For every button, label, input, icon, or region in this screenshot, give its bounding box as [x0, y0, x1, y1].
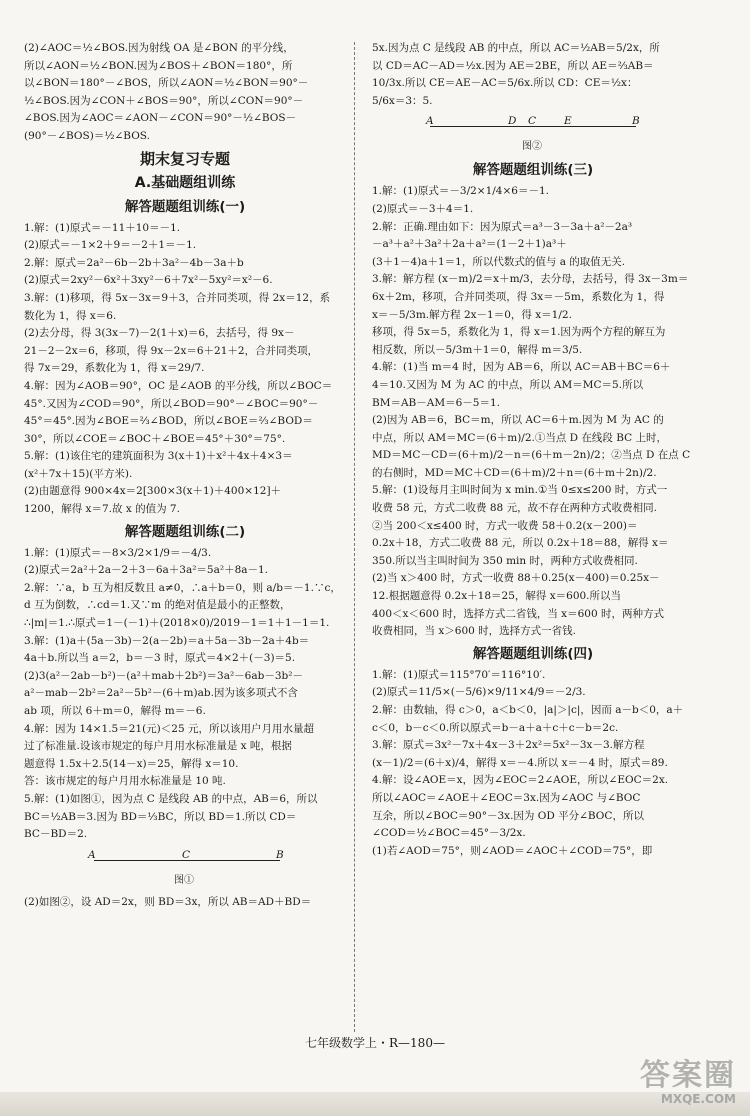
column-divider [354, 42, 355, 1032]
text-line: 1.解：(1)原式＝－3/2×1/4×6＝－1. [372, 185, 549, 198]
figure-caption: 图① [174, 874, 194, 886]
text-line: 4.解：因为∠AOB＝90°，OC 是∠AOB 的平分线，所以∠BOC＝ [24, 379, 333, 392]
text-line: 收费相同，当 x＞600 时，选择方式一省钱. [372, 625, 576, 638]
text-line: (2)当 x＞400 时，方式一收费 88＋0.25(x－400)＝0.25x－ [372, 572, 660, 585]
point-label-b: B [632, 115, 640, 128]
text-line: (x²＋7x＋15)(平方米). [24, 467, 133, 480]
section-title-3: 解答题题组训练(三) [472, 162, 594, 179]
right-intro-block [372, 40, 694, 110]
text-line: (1)若∠AOD＝75°，则∠AOD＝∠AOC＋∠COD＝75°，即 [372, 844, 653, 857]
text-line: 所以∠AOC＝∠AOE＋∠EOC＝3x.因为∠AOC 与∠BOC [372, 791, 641, 804]
text-line: c＜0，b－c＜0.所以原式＝b－a＋a＋c＋c－b＝2c. [372, 721, 619, 734]
text-line: 数化为 1，得 x＝6. [24, 309, 117, 322]
section-4-body [372, 667, 694, 861]
text-line: 5.解：(1)设每月主叫时间为 x min.①当 0≤x≤200 时，方式一 [372, 484, 668, 497]
section-title-4: 解答题题组训练(四) [472, 645, 594, 662]
text-line: 题意得 1.5x＋2.5(14－x)＝25，解得 x＝10. [24, 757, 239, 770]
text-line: 3.解：(1)a＋(5a－3b)－2(a－2b)＝a＋5a－3b－2a＋4b＝ [24, 634, 310, 647]
text-line: 2.解：由数轴，得 c＞0，a＜b＜0，|a|＞|c|，因而 a－b＜0，a＋ [372, 704, 684, 716]
text-line: 1.解：(1)原式＝－11＋10＝－1. [24, 221, 181, 234]
text-line: (2)因为 AB＝6，BC＝m，所以 AC＝6＋m.因为 M 为 AC 的 [372, 414, 664, 427]
text-line: ½∠BOS.因为∠CON＋∠BOS＝90°，所以∠CON＝90°－ [24, 94, 304, 107]
text-line: 过了标准量.设该市规定的每户月用水标准量是 x 吨，根据 [24, 740, 292, 753]
text-line: BM＝AB－AM＝6－5＝1. [372, 396, 500, 409]
text-line: 21－2－2x＝6，移项，得 9x－2x＝6＋21＋2，合并同类项， [24, 344, 319, 357]
text-line: 中点，所以 AM＝MC＝(6＋m)/2.①当点 D 在线段 BC 上时， [372, 431, 668, 444]
text-line: 30°，所以∠COE＝∠BOC＋∠BOE＝45°＋30°＝75°. [24, 432, 286, 445]
text-line: 6x＋2m，移项，合并同类项，得 3x＝－5m，系数化为 1，得 [372, 290, 665, 303]
text-line: 400＜x＜600 时，选择方式二省钱，当 x＝600 时，两种方式 [372, 607, 664, 620]
text-line: (2)由题意得 900×4x＝2[300×3(x＋1)＋400×12]＋ [24, 485, 282, 498]
text-line: (90°－∠BOS)＝½∠BOS. [24, 129, 150, 142]
text-line: 4.解：因为 14×1.5＝21(元)＜25 元，所以该用户月用水量超 [24, 722, 314, 735]
text-line: 4a＋b.所以当 a＝2，b＝－3 时，原式＝4×2＋(－3)＝5. [24, 652, 296, 665]
text-line: 4＝10.又因为 M 为 AC 的中点，所以 AM＝MC＝5.所以 [372, 378, 644, 391]
text-line: 10/3x.所以 CE＝AE－AC＝5/6x.所以 CD：CE＝½x： [372, 77, 638, 90]
figure-2 [372, 112, 694, 156]
text-line: (3＋1－4)a＋1＝1，所以代数式的值与 a 的取值无关. [372, 255, 626, 268]
point-label-c: C [182, 848, 191, 861]
text-line: (2)原式＝11/5×(－5/6)×9/11×4/9＝－2/3. [372, 686, 586, 699]
text-line: 2.解：原式＝2a²－6b－2b＋3a²－4b－3a＋b [24, 256, 244, 269]
section-3-body [372, 183, 694, 640]
text-line: BC－BD＝2. [24, 828, 88, 841]
watermark-main-text: 答案圈 [640, 1058, 736, 1093]
text-line: 5.解：(1)该住宅的建筑面积为 3(x＋1)＋x²＋4x＋4×3＝ [24, 450, 293, 463]
text-line: ab 项，所以 6＋m＝0，解得 m＝－6. [24, 705, 206, 717]
main-title: 期末复习专题 [139, 149, 230, 168]
text-line: (2)如图②，设 AD＝2x，则 BD＝3x，所以 AB＝AD＋BD＝ [24, 895, 312, 908]
text-line: 2.解：∵a，b 互为相反数且 a≠0，∴a＋b＝0，则 a/b＝－1.∵c， [24, 581, 341, 594]
text-line: 收费 58 元，方式二收费 88 元，故不存在两种方式收费相同. [372, 502, 657, 515]
text-line: (2)原式＝2a²＋2a－2＋3－6a＋3a²＝5a²＋8a－1. [24, 564, 269, 577]
text-line: (2)原式＝－3＋4＝1. [372, 202, 474, 215]
text-line: 3.解：解方程 (x－m)/2＝x＋m/3，去分母，去括号，得 3x－3m＝ [372, 273, 689, 286]
text-line: 3.解：(1)移项，得 5x－3x＝9＋3，合并同类项，得 2x＝12，系 [24, 291, 331, 304]
figure-caption: 图② [522, 141, 542, 153]
text-line: MD＝MC－CD＝(6＋m)/2－n＝(6＋m－2n)/2；②当点 D 在点 C [372, 449, 691, 462]
subsection-title: A.基础题组训练 [134, 174, 236, 191]
section-title-1: 解答题题组训练(一) [124, 198, 246, 215]
text-line: ∠COD＝½∠BOC＝45°－3/2x. [372, 827, 526, 840]
text-line: 5.解：(1)如图①，因为点 C 是线段 AB 的中点，AB＝6，所以 [24, 792, 318, 805]
point-label-e: E [564, 115, 572, 128]
text-line: d 互为倒数，∴cd＝1.又∵m 的绝对值是最小的正整数， [24, 599, 291, 612]
text-line: 45°＝45°.因为∠BOE＝⅔∠BOD，所以∠BOE＝⅔∠BOD＝ [24, 415, 313, 428]
text-line: (2)原式＝2xy²－6x²＋3xy²－6＋7x²－5xy²＝x²－6. [24, 274, 273, 287]
text-line: ∠BOS.因为∠AOC＝∠AON－∠CON＝90°－½∠BOS－ [24, 112, 297, 125]
text-line: (2)3(a²－2ab－b²)－(a²＋mab＋2b²)＝3a²－6ab－3b²－ [24, 669, 303, 682]
point-label-b: B [276, 848, 284, 861]
text-line: ∴|m|＝1.∴原式＝1－(－1)＋(2018×0)/2019－1＝1＋1－1＝1. [24, 617, 330, 630]
point-label-a: A [88, 848, 96, 861]
text-line: (2)去分母，得 3(3x－7)－2(1＋x)＝6，去括号，得 9x－ [24, 327, 295, 340]
text-line: 1.解：(1)原式＝－8×3/2×1/9＝－4/3. [24, 546, 212, 559]
text-line: 4.解：(1)当 m＝4 时，因为 AB＝6，所以 AC＝AB＋BC＝6＋ [372, 361, 671, 374]
text-line: 得 7x＝29，系数化为 1，得 x＝29/7. [24, 362, 205, 375]
page-footer: 七年级数学上・R—180— [305, 1036, 445, 1050]
left-intro-block [24, 40, 346, 146]
point-label-c: C [528, 115, 537, 128]
text-line: 4.解：设∠AOE＝x，因为∠EOC＝2∠AOE，所以∠EOC＝2x. [372, 774, 669, 787]
text-line: 以 CD＝AC－AD＝½x.因为 AE＝2BE，所以 AE＝⅔AB＝ [372, 59, 654, 72]
text-line: 2.解：正确.理由如下：因为原式＝a³－3－3a＋a²－2a³ [372, 220, 633, 233]
text-line: a²－mab－2b²＝2a²－5b²－(6＋m)ab.因为该多项式不含 [24, 687, 298, 700]
text-line: 所以∠AON＝½∠BON.因为∠BOS＋∠BON＝180°，所 [24, 59, 293, 72]
text-line: 1.解：(1)原式＝115°70′＝116°10′. [372, 668, 546, 681]
text-line: 12.根据题意得 0.2x＋18＝25，解得 x＝600.所以当 [372, 590, 622, 603]
text-line: 互余，所以∠BOC＝90°－3x.因为 OD 平分∠BOC，所以 [372, 809, 644, 822]
figure-1 [24, 846, 346, 890]
left-column [24, 40, 346, 911]
text-line: (x－1)/2＝(6＋x)/4，解得 x＝－4.所以 x＝－4 时，原式＝89. [372, 756, 668, 769]
text-line: 相反数，所以－5/3m＋1＝0，解得 m＝3/5. [372, 343, 583, 356]
text-line: －a³＋a²＋3a²＋2a＋a²＝(1－2＋1)a³＋ [372, 238, 567, 251]
point-label-d: D [508, 115, 517, 128]
text-line: ②当 200＜x≤400 时，方式一收费 58＋0.2(x－200)＝ [372, 519, 638, 532]
text-line: BC＝½AB＝3.因为 BD＝⅓BC，所以 BD＝1.所以 CD＝ [24, 810, 297, 823]
text-line: 移项，得 5x＝5，系数化为 1，得 x＝1.因为两个方程的解互为 [372, 326, 666, 339]
text-line: (2)原式＝－1×2＋9＝－2＋1＝－1. [24, 239, 197, 252]
text-line: 1200，解得 x＝7.故 x 的值为 7. [24, 503, 180, 516]
text-line: 以∠BON＝180°－∠BOS，所以∠AON＝½∠BON＝90°－ [24, 77, 309, 90]
text-line: 5x.因为点 C 是线段 AB 的中点，所以 AC＝½AB＝5/2x，所 [372, 42, 660, 54]
text-line: 0.2x＋18，方式二收费 88 元，所以 0.2x＋18＝88，解得 x＝ [372, 537, 669, 550]
text-line: 5/6x＝3：5. [372, 94, 433, 107]
section-title-2: 解答题题组训练(二) [124, 523, 246, 540]
text-line: 的右侧时，MD＝MC＋CD＝(6＋m)/2＋n＝(6＋m＋2n)/2. [372, 466, 657, 479]
text-line: 答：该市规定的每户月用水标准量是 10 吨. [24, 775, 226, 788]
watermark-domain-text: MXQE.COM [660, 1092, 736, 1106]
section-1-body [24, 220, 346, 519]
scan-edge [0, 1092, 750, 1116]
right-column [372, 40, 694, 860]
text-line: (2)∠AOC＝½∠BOS.因为射线 OA 是∠BON 的平分线， [24, 42, 294, 54]
watermark-logo [640, 1060, 736, 1106]
text-line: 45°.又因为∠COD＝90°，所以∠BOD＝90°－∠BOC＝90°－ [24, 397, 319, 410]
point-label-a: A [426, 115, 434, 128]
section-2-body [24, 545, 346, 844]
text-line: 350.所以当主叫时间为 350 min 时，两种方式收费相同. [372, 554, 638, 567]
text-line: 3.解：原式＝3x²－7x＋4x－3＋2x²＝5x²－3x－3.解方程 [372, 739, 645, 752]
text-line: x＝－5/3m.解方程 2x－1＝0，得 x＝1/2. [372, 308, 572, 321]
